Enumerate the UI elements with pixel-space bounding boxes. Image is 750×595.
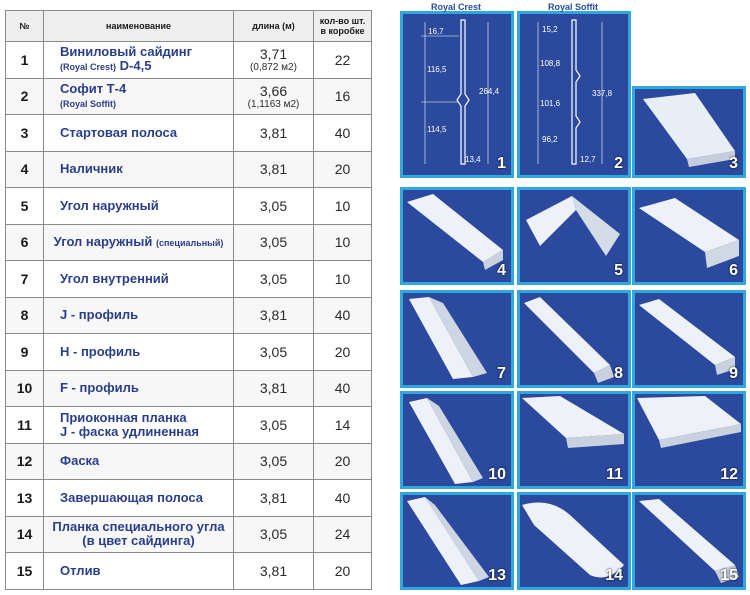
row-num: 8 bbox=[6, 297, 44, 334]
row-num: 6 bbox=[6, 224, 44, 261]
row-name: Наличник bbox=[44, 151, 234, 188]
row-name: Угол внутренний bbox=[44, 261, 234, 298]
row-count: 14 bbox=[314, 407, 372, 444]
row-name: Софит Т-4 (Royal Soffit) bbox=[44, 78, 234, 115]
table-row bbox=[6, 261, 372, 298]
row-num: 5 bbox=[6, 188, 44, 225]
siding-profile-drawing bbox=[403, 14, 511, 175]
row-length: 3,05 bbox=[234, 224, 314, 261]
tile-14-special-corner-strip bbox=[517, 492, 631, 590]
row-count: 40 bbox=[314, 115, 372, 152]
tile-8-j-channel bbox=[517, 290, 631, 388]
tile-7-inside-corner bbox=[400, 290, 514, 388]
row-name: Угол наружный bbox=[44, 188, 234, 225]
royal-soffit-label: Royal Soffit bbox=[548, 2, 599, 12]
row-count: 40 bbox=[314, 480, 372, 517]
tile-5-outside-corner bbox=[517, 187, 631, 285]
dim-label: 12,7 bbox=[580, 155, 596, 164]
row-num: 2 bbox=[6, 78, 44, 115]
row-length: 3,81 bbox=[234, 115, 314, 152]
tile-13-finish-trim bbox=[400, 492, 514, 590]
row-num: 14 bbox=[6, 516, 44, 553]
row-count: 10 bbox=[314, 261, 372, 298]
row-length: 3,81 bbox=[234, 370, 314, 407]
row-count: 16 bbox=[314, 78, 372, 115]
table-row bbox=[6, 553, 372, 590]
row-length: 3,05 bbox=[234, 261, 314, 298]
row-length: 3,81 bbox=[234, 151, 314, 188]
row-num: 11 bbox=[6, 407, 44, 444]
tile-9-h-channel bbox=[632, 290, 746, 388]
row-num: 10 bbox=[6, 370, 44, 407]
row-name: H - профиль bbox=[44, 334, 234, 371]
tile-number: 11 bbox=[606, 466, 623, 483]
table-row bbox=[6, 42, 372, 79]
table-header-row bbox=[6, 11, 372, 42]
tile-number: 5 bbox=[614, 262, 623, 279]
row-count: 20 bbox=[314, 553, 372, 590]
tile-15-drip-edge bbox=[632, 492, 746, 590]
row-length: 3,81 bbox=[234, 480, 314, 517]
dim-label: 16,7 bbox=[428, 27, 444, 36]
dim-label: 96,2 bbox=[542, 135, 558, 144]
soffit-profile-drawing bbox=[520, 14, 628, 175]
row-name: F - профиль bbox=[44, 370, 234, 407]
product-table bbox=[5, 10, 372, 590]
col-header-count: кол-во шт. в коробке bbox=[314, 11, 372, 42]
table-row bbox=[6, 443, 372, 480]
row-length: 3,05 bbox=[234, 334, 314, 371]
table-row bbox=[6, 115, 372, 152]
table-row bbox=[6, 188, 372, 225]
table-row bbox=[6, 516, 372, 553]
tile-number: 9 bbox=[729, 365, 738, 382]
table-row bbox=[6, 297, 372, 334]
row-length: 3,05 bbox=[234, 407, 314, 444]
dim-label: 114,5 bbox=[427, 125, 447, 134]
tile-10-f-channel bbox=[400, 391, 514, 489]
row-num: 7 bbox=[6, 261, 44, 298]
row-name: Угол наружный (специальный) bbox=[44, 224, 234, 261]
row-name: Фаска bbox=[44, 443, 234, 480]
row-num: 1 bbox=[6, 42, 44, 79]
dim-label: 108,8 bbox=[540, 59, 561, 68]
tile-number: 15 bbox=[720, 567, 738, 584]
tile-number: 10 bbox=[488, 466, 506, 483]
table-row bbox=[6, 78, 372, 115]
row-name: Виниловый сайдинг (Royal Crest) D-4,5 bbox=[44, 42, 234, 79]
tile-number: 2 bbox=[614, 155, 623, 172]
row-length: 3,66 (1,1163 м2) bbox=[234, 78, 314, 115]
table-row bbox=[6, 151, 372, 188]
dim-label: 116,5 bbox=[427, 65, 447, 74]
row-count: 20 bbox=[314, 151, 372, 188]
tile-number: 7 bbox=[497, 365, 506, 382]
row-length: 3,81 bbox=[234, 297, 314, 334]
table-row bbox=[6, 480, 372, 517]
row-num: 3 bbox=[6, 115, 44, 152]
row-num: 9 bbox=[6, 334, 44, 371]
tile-number: 1 bbox=[497, 155, 506, 172]
row-name: J - профиль bbox=[44, 297, 234, 334]
tile-2-royal-soffit-drawing bbox=[517, 2, 631, 178]
row-count: 20 bbox=[314, 334, 372, 371]
row-num: 12 bbox=[6, 443, 44, 480]
dim-label: 13,4 bbox=[465, 155, 481, 164]
tile-11-window-trim bbox=[517, 391, 631, 489]
col-header-name: наименование bbox=[44, 11, 234, 42]
row-count: 10 bbox=[314, 224, 372, 261]
row-count: 40 bbox=[314, 297, 372, 334]
tile-3-starter-strip bbox=[632, 86, 746, 178]
row-count: 10 bbox=[314, 188, 372, 225]
tile-number: 6 bbox=[729, 262, 738, 279]
row-count: 20 bbox=[314, 443, 372, 480]
row-count: 22 bbox=[314, 42, 372, 79]
dim-label: 264,4 bbox=[479, 87, 500, 96]
dim-label: 337,8 bbox=[592, 89, 613, 98]
col-header-length: длина (м) bbox=[234, 11, 314, 42]
tile-1-royal-crest-drawing bbox=[400, 2, 514, 178]
table-row bbox=[6, 370, 372, 407]
dim-label: 15,2 bbox=[542, 25, 558, 34]
profile-image-grid bbox=[400, 2, 744, 589]
tile-number: 4 bbox=[497, 262, 506, 279]
row-length: 3,71 (0,872 м2) bbox=[234, 42, 314, 79]
row-length: 3,05 bbox=[234, 188, 314, 225]
row-num: 13 bbox=[6, 480, 44, 517]
row-num: 15 bbox=[6, 553, 44, 590]
row-length: 3,05 bbox=[234, 443, 314, 480]
col-header-num: № bbox=[6, 11, 44, 42]
tile-number: 8 bbox=[614, 365, 623, 382]
row-name: Стартовая полоса bbox=[44, 115, 234, 152]
tile-number: 14 bbox=[605, 567, 623, 584]
tile-number: 3 bbox=[729, 155, 738, 172]
royal-crest-label: Royal Crest bbox=[431, 2, 482, 12]
table-row bbox=[6, 224, 372, 261]
row-name: Приоконная планка J - фаска удлиненная bbox=[44, 407, 234, 444]
dim-label: 101,6 bbox=[540, 99, 561, 108]
tile-number: 13 bbox=[488, 567, 506, 584]
row-length: 3,05 bbox=[234, 516, 314, 553]
row-num: 4 bbox=[6, 151, 44, 188]
row-name: Завершающая полоса bbox=[44, 480, 234, 517]
row-name: Планка специального угла (в цвет сайдинга) bbox=[44, 516, 234, 553]
row-length: 3,81 bbox=[234, 553, 314, 590]
row-count: 24 bbox=[314, 516, 372, 553]
tile-number: 12 bbox=[720, 466, 738, 483]
tile-4-casing bbox=[400, 187, 514, 285]
tile-6-outside-corner-special bbox=[632, 187, 746, 285]
row-name: Отлив bbox=[44, 553, 234, 590]
table-row bbox=[6, 407, 372, 444]
row-count: 40 bbox=[314, 370, 372, 407]
table-row bbox=[6, 334, 372, 371]
tile-12-fascia bbox=[632, 391, 746, 489]
